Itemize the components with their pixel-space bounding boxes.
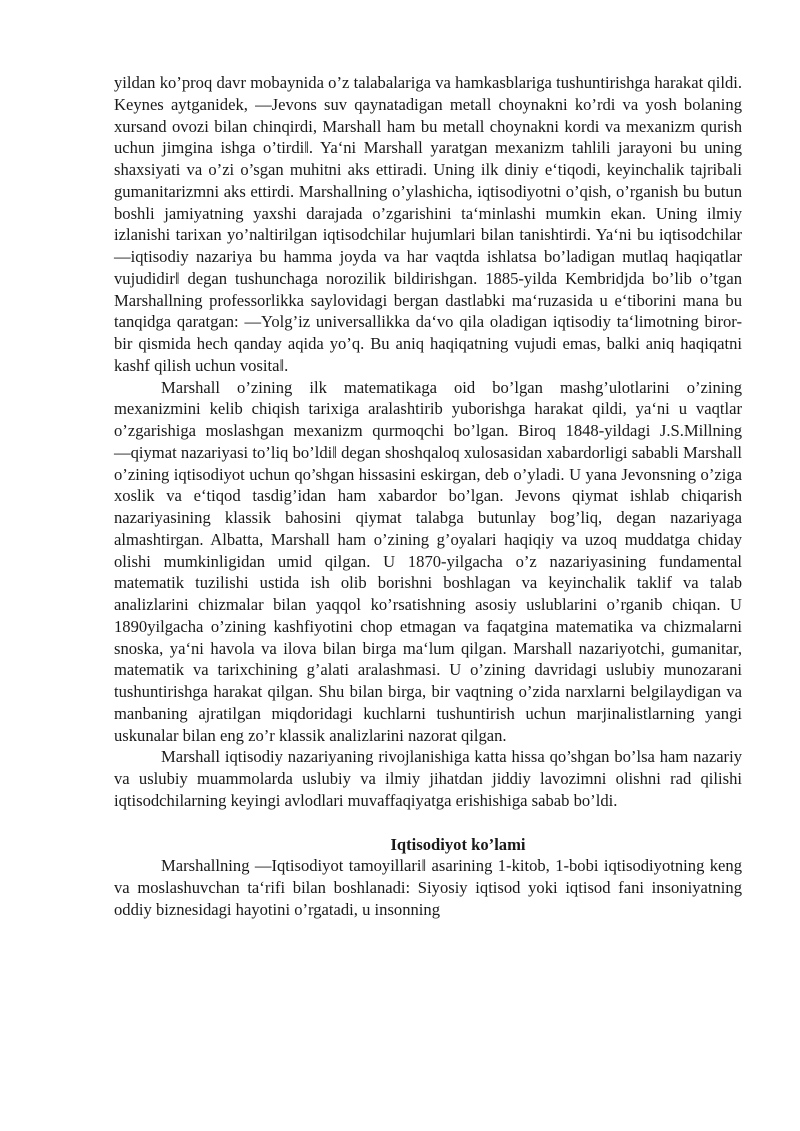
paragraph-1: yildan ko’proq davr mobaynida o’z talabalariga va hamkasblariga tushuntirishga harakat qildi. Keynes aytganidek, ―Jevons suv qaynatadigan metall choynakni ko’rdi va yosh bolaning xursand ovozi bilan chinqirdi, Marshall ham bu metall choynakni kordi va mexanizm qurish uchun jimgina ishga o’tirdi‖. Ya‘ni Marshall yaratgan mexanizm tahlili jarayoni bu uning shaxsiyati va o’zi o’sgan muhitni aks ettiradi. Uning ilk diniy e‘tiqodi, keyinchalik tajribali gumanitarizmni aks ettirdi. Marshallning o’ylashicha, iqtisodiyotni o’qish, o’rganish bu butun boshli jamiyatning yaxshi darajada o’zgarishini ta‘minlashi mumkin ekan. Uning ilmiy izlanishi tarixan yo’naltirilgan iqtisodchilar hujumlari bilan tanishtirdi. Ya‘ni bu iqtisodchilar ―iqtisodiy nazariya bu hamma joyda va har vaqtda ishlatsa bo’ladigan mutlaq haqiqatlar vujudidir‖ degan tushunchaga norozilik bildirishgan. 1885-yilda Kembridjda bo’lib o’tgan Marshallning professorlikka saylovidagi bergan dastlabki ma‘ruzasida u e‘tiborini mana bu tanqidga qaratgan: ―Yolg’iz universallikka da‘vo qila oladigan iqtisodiy ta‘limotning biror-bir qismida hech qanday aqida yo’q. Bu aniq haqiqatning vujudi emas, balki aniq haqiqatni kashf qilish uchun vosita‖. [114,73,742,375]
document-page [114,72,742,921]
paragraph-4: Marshallning ―Iqtisodiyot tamoyillari‖ asarining 1-kitob, 1-bobi iqtisodiyotning keng va moslashuvchan ta‘rifi bilan boshlanadi: Siyosiy iqtisod yoki iqtisod fani insoniyatning oddiy biznesidagi hayotini o’rgatadi, u insonning [114,856,742,919]
paragraph-3: Marshall iqtisodiy nazariyaning rivojlanishiga katta hissa qo’shgan bo’lsa ham nazariy va uslubiy muammolarda uslubiy va ilmiy jihatdan jiddiy lavozimni olishni rad qilishi iqtisodchilarning keyingi avlodlari muvaffaqiyatga erishishiga sabab bo’ldi. [114,747,742,810]
section-heading: Iqtisodiyot ko’lami [390,834,526,854]
paragraph-2: Marshall o’zining ilk matematikaga oid bo’lgan mashg’ulotlarini o’zining mexanizmini kelib chiqish tarixiga aralashtirib yuborishga harakat qildi, ya‘ni u vaqtlar o’zgarishiga moslashgan mexanizm qurmoqchi bo’lgan. Biroq 1848-yildagi J.S.Millning ―qiymat nazariyasi to’liq bo’ldi‖ degan shoshqaloq xulosasidan xabardorligi sababli Marshall o’zining iqtisodiyot uchun qo’shgan hissasini eskirgan, deb o’yladi. U yana Jevonsning o’ziga xoslik va e‘tiqod tasdig’idan ham xabardor bo’lgan. Jevons qiymat ishlab chiqarish nazariyasining klassik bahosini qiymat talabga butunlay bog’liq, degan nazariyaga almashtirgan. Albatta, Marshall ham o’zining g’oyalari haqiqiy va uzoq muddatga chiday olishi mumkinligidan umid qilgan. U 1870-yilgacha o’z nazariyasining fundamental matematik tuzilishi ustida ish olib borishni boshlagan va keyinchalik taklif va talab analizlarini chizmalar bilan yaqqol ko’rsatishning asosiy uslublarini o’rganib chiqan. U 1890yilgacha o’zining kashfiyotini chop etmagan va faqatgina matematika va chizmalarni snoska, ya‘ni havola va ilova bilan birga ma‘lum qilgan. Marshall nazariyotchi, gumanitar, matematik va tarixchining g’alati aralashmasi. U o’zining davridagi uslubiy munozarani tushuntirishga harakat qilgan. Shu bilan birga, bir vaqtning o’zida narxlarni belgilaydigan va manbaning ajratilgan miqdoridagi kuchlarni tushuntirish uchun marjinalistlarning yangi uskunalar bilan eng zo’r klassik analizlarini nazorat qilgan. [114,377,742,745]
